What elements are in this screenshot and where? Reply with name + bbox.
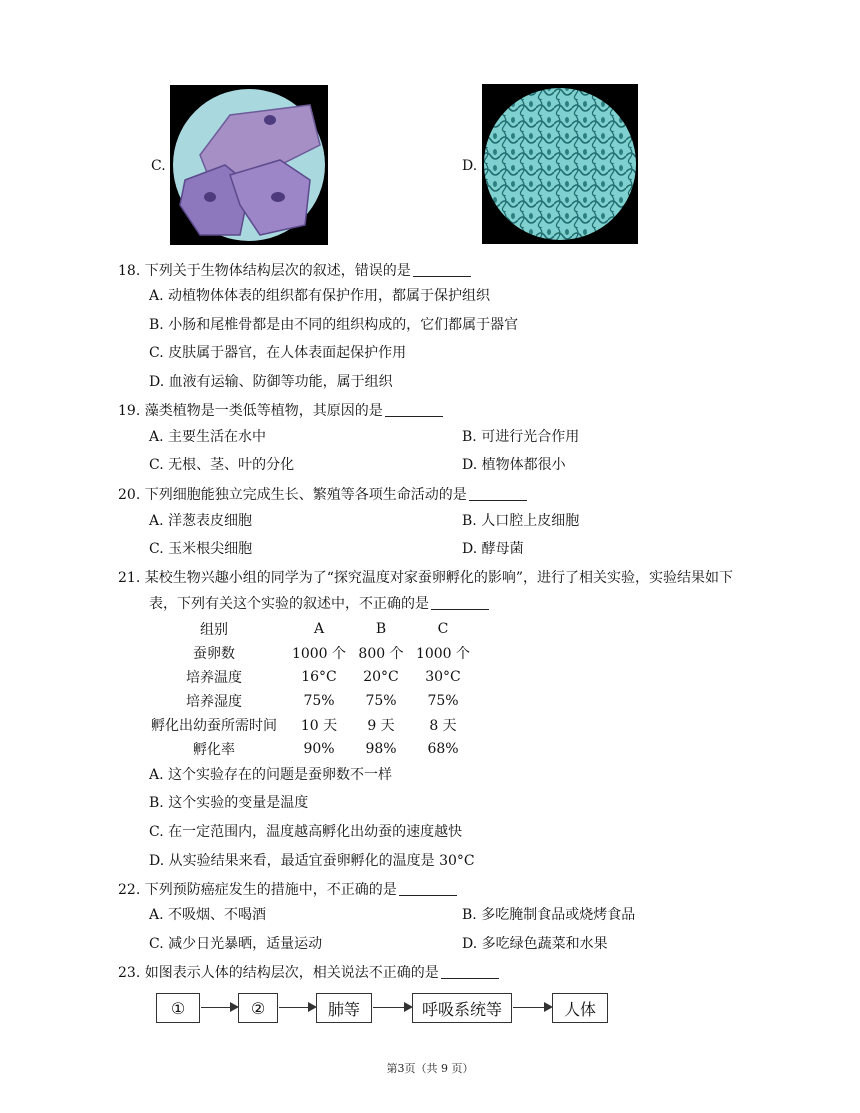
q20-stem: 20. 下列细胞能独立完成生长、繁殖等各项生命活动的是 <box>118 484 527 504</box>
q19-option-d: D. 植物体都很小 <box>462 457 566 473</box>
q20-option-a: A. 洋葱表皮细胞 <box>149 513 253 529</box>
q20-option-c: C. 玉米根尖细胞 <box>149 541 253 557</box>
table-row: 培养湿度 75% 75% 75% <box>186 693 459 710</box>
q21-stem-line2: 表，下列有关这个实验的叙述中，不正确的是 <box>149 593 489 613</box>
table-row: 蚕卵数 1000 个 800 个 1000 个 <box>193 646 471 662</box>
arrow-right-icon <box>279 1007 315 1008</box>
q18-option-d: D. 血液有运输、防御等功能，属于组织 <box>149 374 393 390</box>
q22-stem: 22. 下列预防癌症发生的措施中，不正确的是 <box>118 879 457 899</box>
table-row: 培养温度 16°C 20°C 30°C <box>186 669 461 686</box>
experiment-table <box>140 617 474 761</box>
q22-option-c: C. 减少日光暴晒，适量运动 <box>149 936 323 952</box>
arrow-right-icon <box>513 1007 551 1008</box>
q23-stem: 23. 如图表示人体的结构层次，相关说法不正确的是 <box>118 962 499 982</box>
arrow-right-icon <box>201 1007 237 1008</box>
page-footer: 第3页（共 9 页） <box>386 1062 474 1075</box>
answer-blank[interactable] <box>441 964 499 979</box>
option-c-label: C. <box>151 158 166 174</box>
q21-stem-line1: 21. 某校生物兴趣小组的同学为了“探究温度对家蚕卵孵化的影响”，进行了相关实验，实验结果如下 <box>118 570 734 586</box>
q19-option-c: C. 无根、茎、叶的分化 <box>149 457 295 473</box>
q21-option-c: C. 在一定范围内，温度越高孵化出幼蚕的速度越快 <box>149 824 463 840</box>
answer-blank[interactable] <box>469 486 527 501</box>
table-row: 孵化出幼蚕所需时间 10 天 9 天 8 天 <box>151 718 457 734</box>
flow-box-organ: 肺等 <box>316 993 372 1023</box>
q21-option-a: A. 这个实验存在的问题是蚕卵数不一样 <box>149 767 393 783</box>
q20-option-d: D. 酵母菌 <box>462 541 524 557</box>
answer-blank[interactable] <box>413 262 471 277</box>
q21-option-b: B. 这个实验的变量是温度 <box>149 795 309 811</box>
q18-stem: 18. 下列关于生物体结构层次的叙述，错误的是 <box>118 260 471 280</box>
answer-blank[interactable] <box>431 595 489 610</box>
answer-blank[interactable] <box>385 402 443 417</box>
arrow-right-icon <box>373 1007 411 1008</box>
q19-stem: 19. 藻类植物是一类低等植物，其原因的是 <box>118 400 443 420</box>
q22-option-d: D. 多吃绿色蔬菜和水果 <box>462 936 608 952</box>
q21-option-d: D. 从实验结果来看，最适宜蚕卵孵化的温度是 30°C <box>149 853 475 869</box>
flow-box-body: 人体 <box>552 993 608 1023</box>
table-header-row: 组别 A B C <box>200 621 449 638</box>
q22-option-a: A. 不吸烟、不喝酒 <box>149 907 267 923</box>
option-d-label: D. <box>462 158 478 174</box>
table-row: 孵化率 90% 98% 68% <box>193 741 459 758</box>
q18-option-c: C. 皮肤属于器官，在人体表面起保护作用 <box>149 345 407 361</box>
micrograph-c <box>170 85 328 245</box>
q22-option-b: B. 多吃腌制食品或烧烤食品 <box>462 907 636 923</box>
micrograph-d <box>482 84 638 244</box>
flow-box-level-1: ① <box>156 993 200 1023</box>
q18-option-a: A. 动植物体体表的组织都有保护作用，都属于保护组织 <box>149 288 491 304</box>
flow-box-system: 呼吸系统等 <box>412 993 512 1023</box>
q19-option-a: A. 主要生活在水中 <box>149 429 267 445</box>
q18-option-b: B. 小肠和尾椎骨都是由不同的组织构成的，它们都属于器官 <box>149 317 519 333</box>
answer-blank[interactable] <box>399 881 457 896</box>
q20-option-b: B. 人口腔上皮细胞 <box>462 513 580 529</box>
flow-box-level-2: ② <box>238 993 278 1023</box>
q19-option-b: B. 可进行光合作用 <box>462 429 580 445</box>
